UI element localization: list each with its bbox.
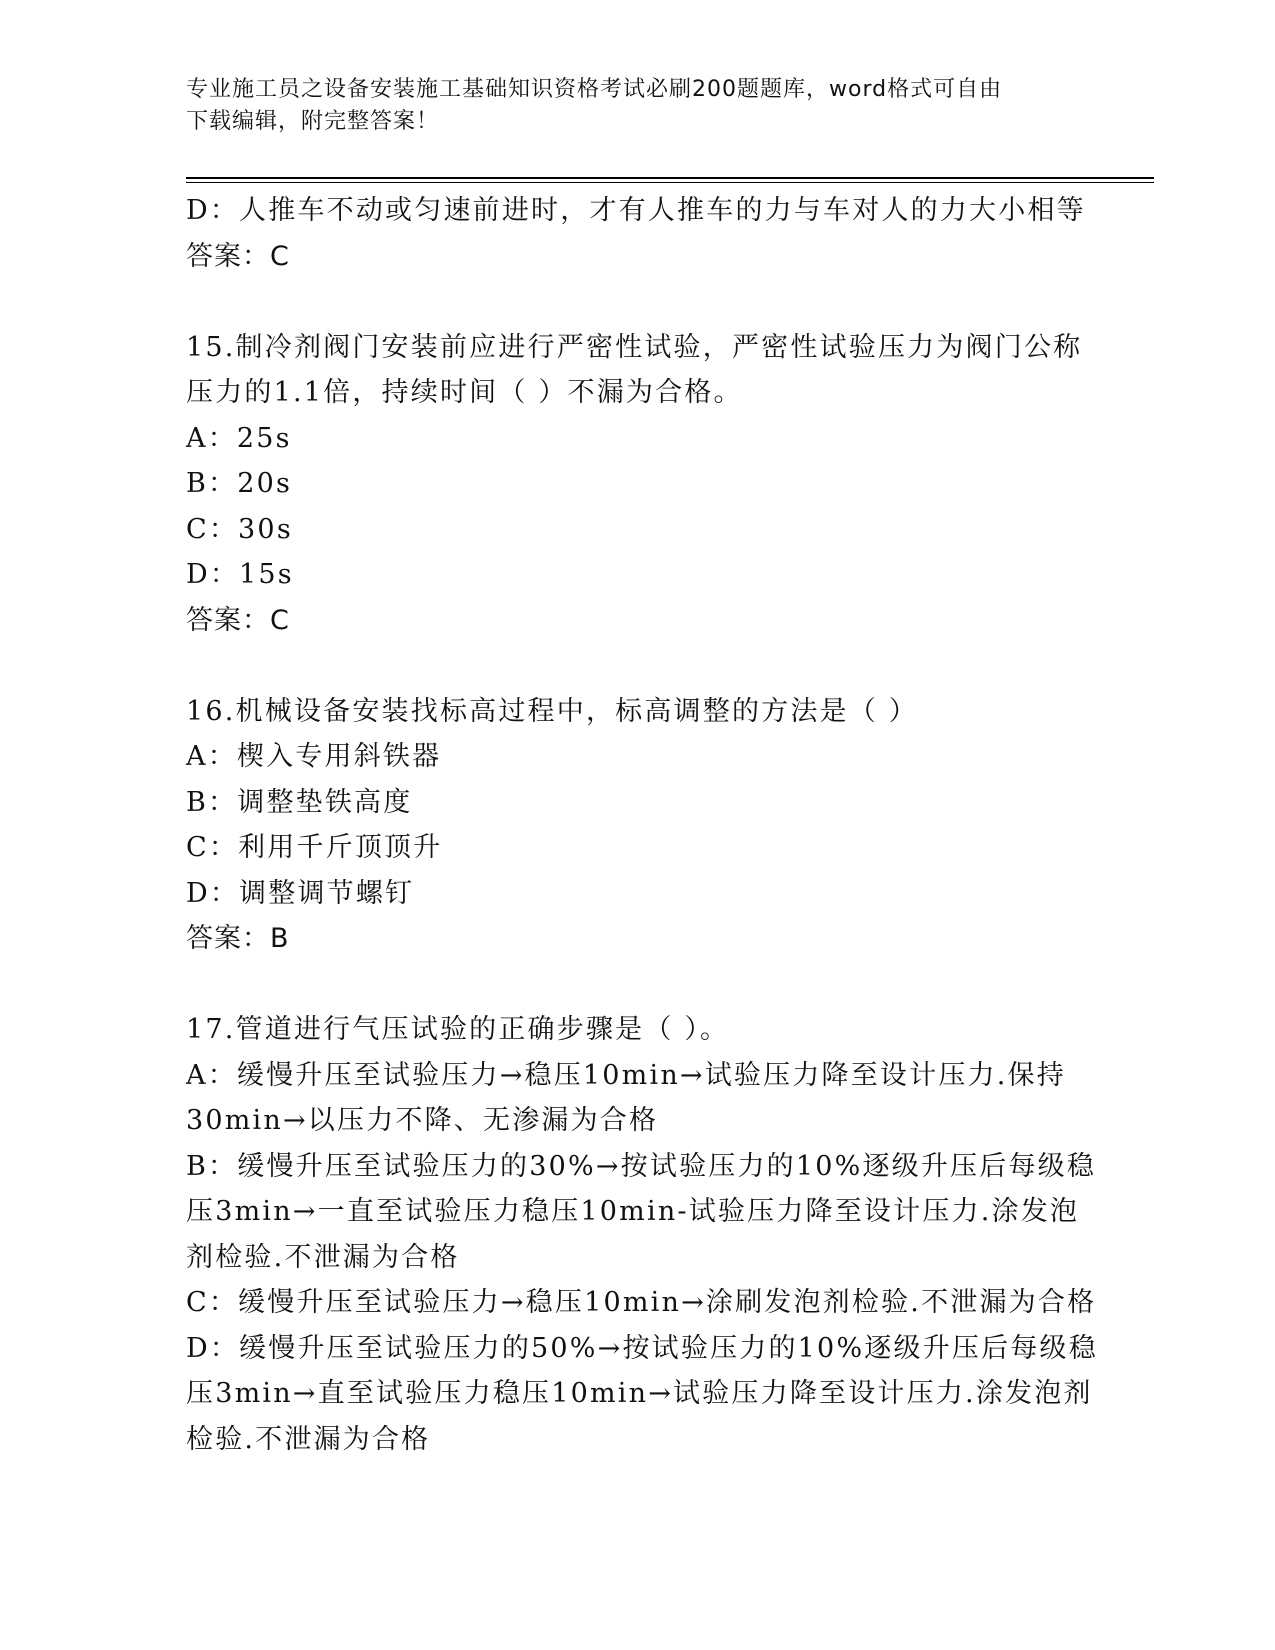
question-17-option-a-line-1: A：缓慢升压至试验压力→稳压10min→试验压力降至设计压力.保持 [186, 1059, 1066, 1091]
question-15-option-b: B：20s [186, 468, 293, 499]
question-15-answer: 答案：C [186, 604, 290, 636]
question-17-option-c: C：缓慢升压至试验压力→稳压10min→涂刷发泡剂检验.不泄漏为合格 [186, 1287, 1097, 1318]
question-15 [186, 325, 1086, 644]
question-list [186, 188, 1098, 1462]
question-15-stem-line-1: 15.制冷剂阀门安装前应进行严密性试验，严密性试验压力为阀门公称 [186, 331, 1083, 363]
question-15-option-d: D：15s [186, 559, 294, 590]
question-17-stem: 17.管道进行气压试验的正确步骤是（ ）。 [186, 1014, 730, 1045]
question-16-option-a: A：楔入专用斜铁器 [186, 741, 442, 772]
question-17-option-d-line-3: 检验.不泄漏为合格 [186, 1423, 431, 1455]
question-14-tail [186, 188, 1086, 279]
question-16 [186, 689, 1086, 962]
question-15-option-c: C：30s [186, 513, 293, 545]
question-15-stem-line-2: 压力的1.1倍，持续时间（ ）不漏为合格。 [186, 377, 743, 408]
header-divider-thin [186, 182, 1154, 183]
page-header [186, 74, 1066, 138]
question-17-option-a-line-2: 30min→以压力不降、无渗漏为合格 [186, 1105, 659, 1136]
question-16-option-c: C：利用千斤顶顶升 [186, 832, 443, 863]
question-16-stem: 16.机械设备安装找标高过程中，标高调整的方法是（ ） [186, 695, 918, 727]
spacer [186, 643, 1086, 689]
question-17-option-b-line-3: 剂检验.不泄漏为合格 [186, 1241, 460, 1273]
question-15-option-a: A：25s [186, 422, 292, 454]
question-17-option-d-line-1: D：缓慢升压至试验压力的50%→按试验压力的10%逐级升压后每级稳 [186, 1332, 1098, 1364]
question-17-option-b-line-1: B：缓慢升压至试验压力的30%→按试验压力的10%逐级升压后每级稳 [186, 1150, 1097, 1182]
question-16-answer: 答案：B [186, 923, 290, 954]
header-title-line-1: 专业施工员之设备安装施工基础知识资格考试必刷200题题库，word格式可自由 [186, 77, 1003, 102]
question-16-option-d: D：调整调节螺钉 [186, 877, 415, 909]
spacer [186, 279, 1086, 325]
header-divider-thick [186, 177, 1154, 179]
question-17-option-b-line-2: 压3min→一直至试验压力稳压10min-试验压力降至设计压力.涂发泡 [186, 1196, 1080, 1227]
question-17 [186, 1007, 1098, 1462]
spacer [186, 962, 1086, 1008]
question-17-option-d-line-2: 压3min→直至试验压力稳压10min→试验压力降至设计压力.涂发泡剂 [186, 1378, 1093, 1409]
question-14-option-d: D：人推车不动或匀速前进时，才有人推车的力与车对人的力大小相等 [186, 195, 1086, 226]
question-16-option-b: B：调整垫铁高度 [186, 786, 413, 818]
question-14-answer: 答案：C [186, 240, 290, 272]
header-title-line-2: 下载编辑，附完整答案！ [186, 109, 440, 134]
